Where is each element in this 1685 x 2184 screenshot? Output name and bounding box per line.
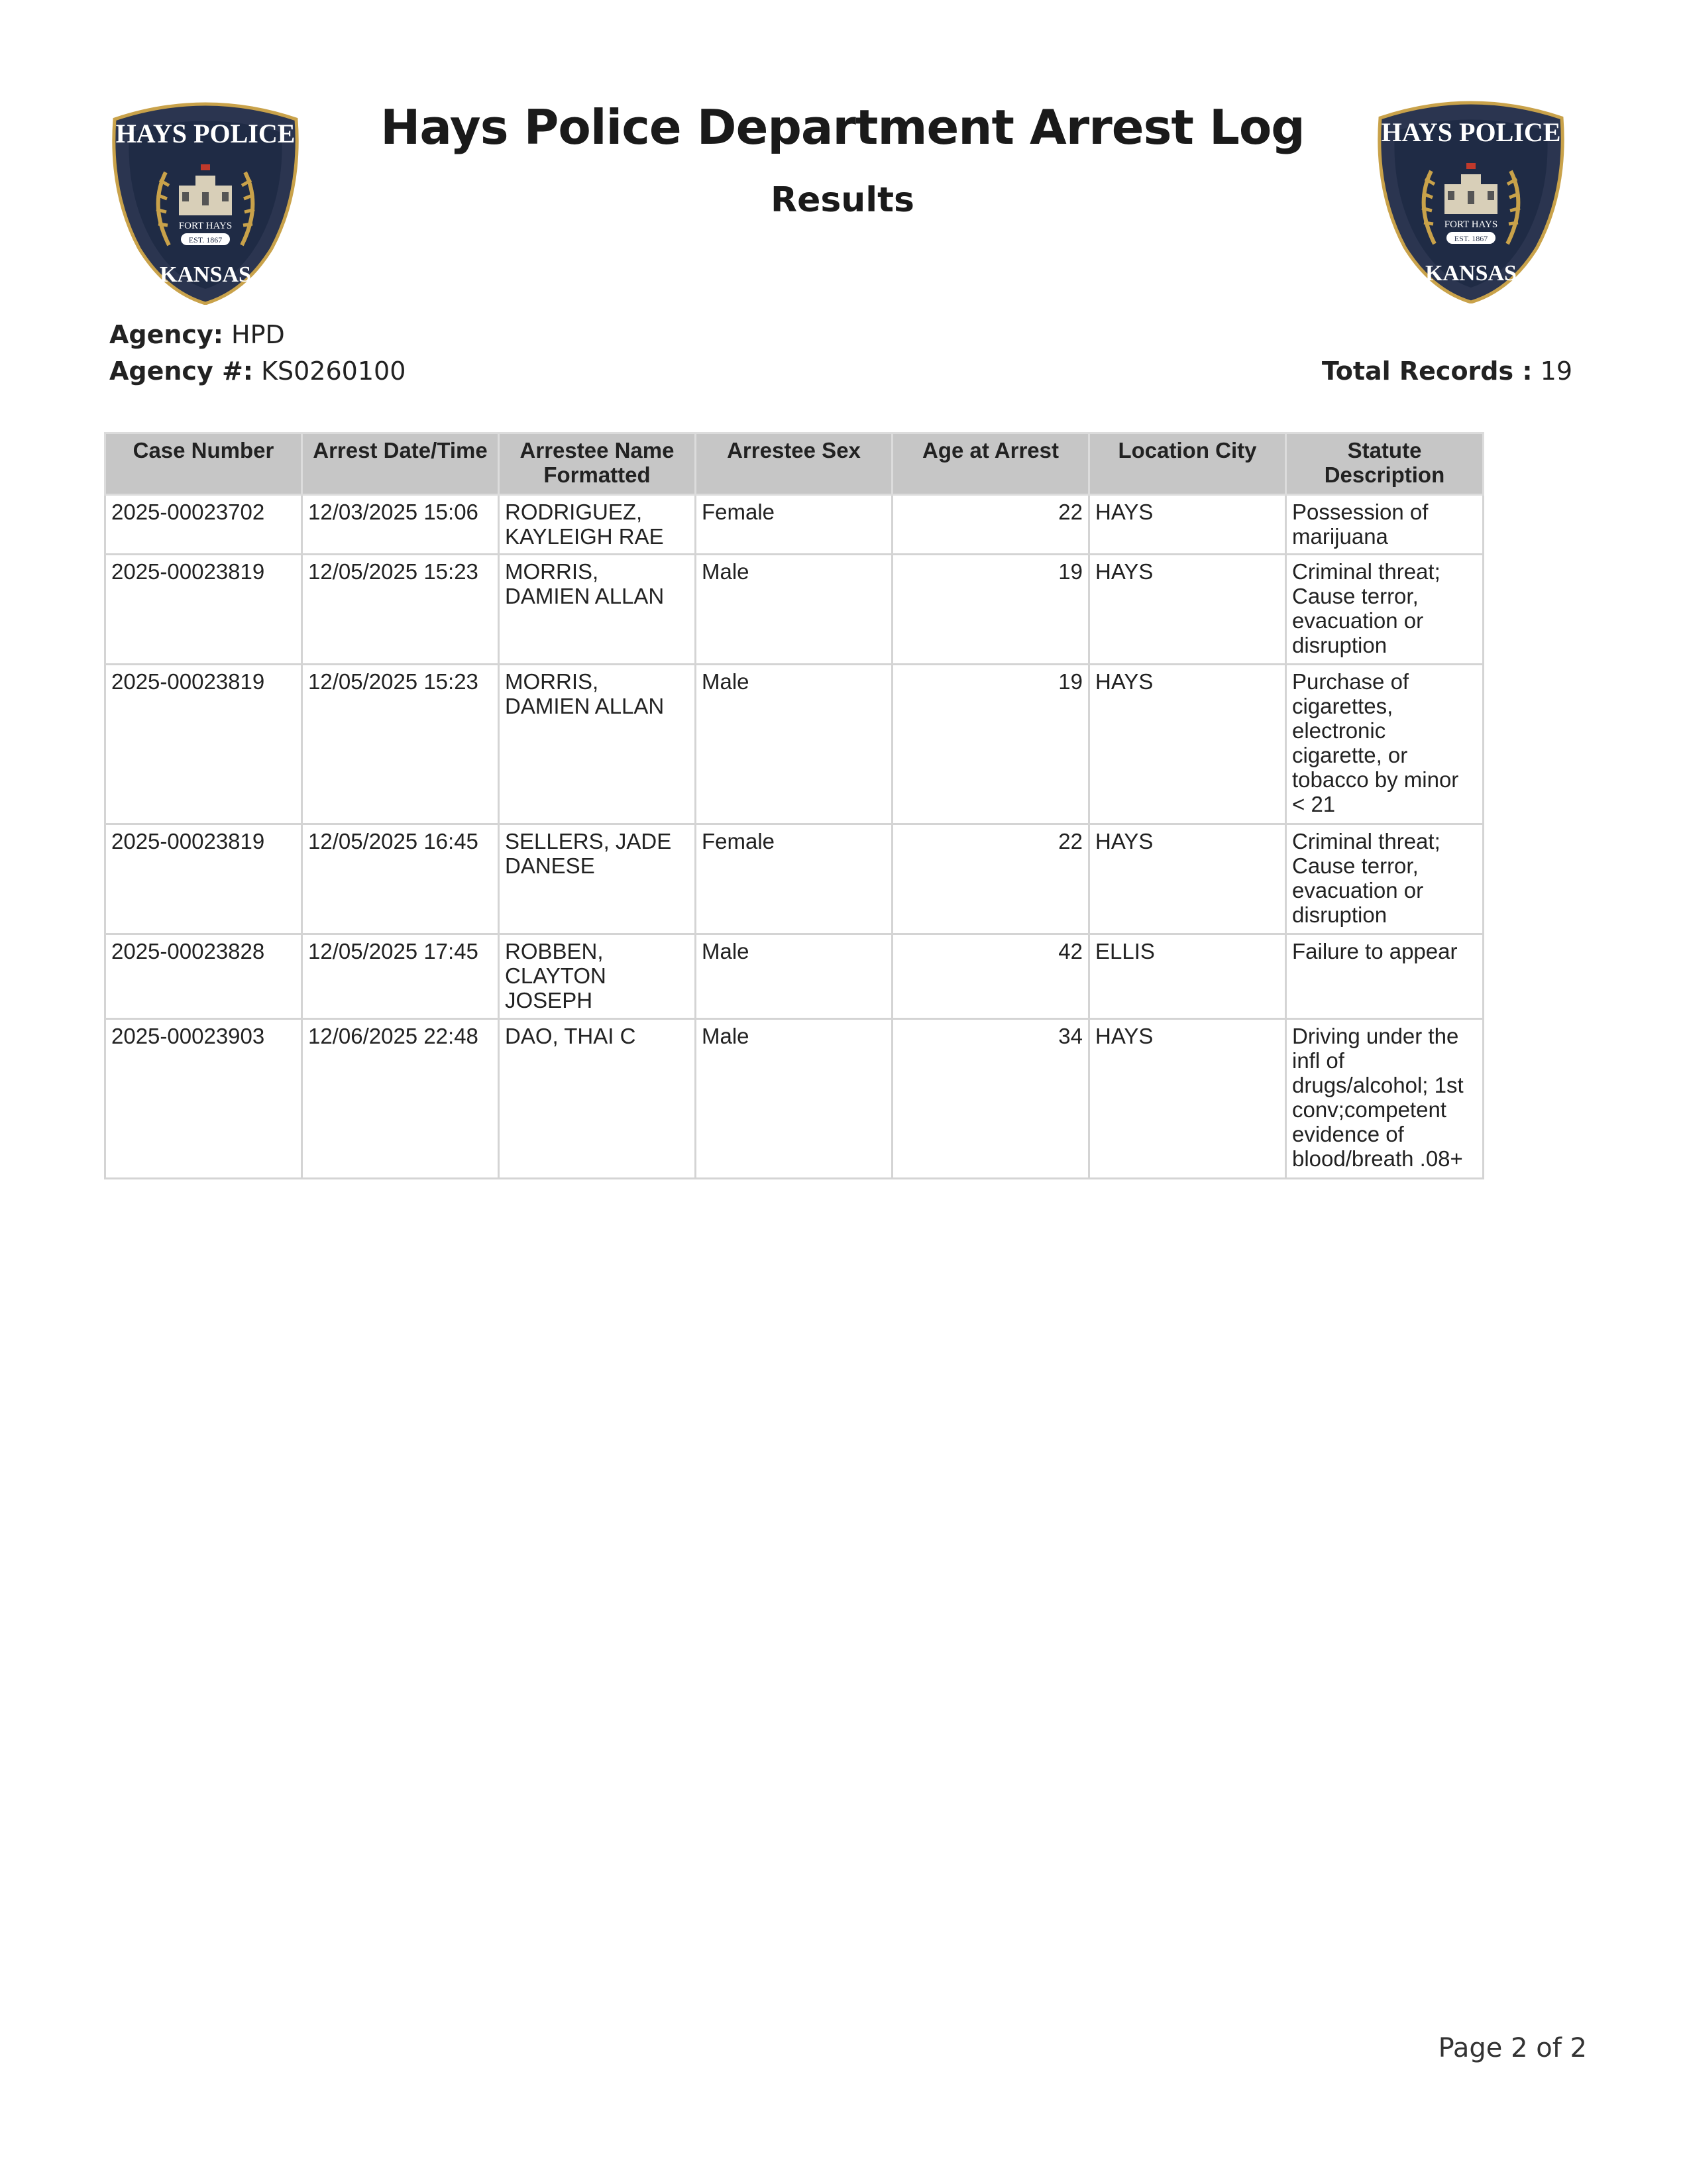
arrestee-name-cell: SELLERS, JADE DANESE (499, 824, 696, 934)
case-number-cell: 2025-00023819 (105, 665, 302, 824)
age-cell: 22 (893, 824, 1089, 934)
badge-bottom-text: KANSAS (160, 262, 251, 287)
location-city-cell: HAYS (1089, 555, 1286, 665)
statute-description-cell: Criminal threat; Cause terror, evacuation or disruption (1286, 824, 1484, 934)
arrest-datetime-cell: 12/05/2025 15:23 (302, 665, 499, 824)
arrestee-name-cell: RODRIGUEZ, KAYLEIGH RAE (499, 495, 696, 555)
agency-number-line (109, 356, 406, 386)
table-row (105, 555, 1484, 665)
age-cell: 42 (893, 934, 1089, 1019)
location-city-cell: HAYS (1089, 665, 1286, 824)
page-title: Hays Police Department Arrest Log (380, 99, 1305, 155)
badge-est-text: EST. 1867 (1454, 234, 1488, 243)
arrestee-sex-cell: Male (696, 1019, 893, 1179)
header-age-at-arrest: Age at Arrest (893, 433, 1089, 495)
statute-description-cell: Possession of marijuana (1286, 495, 1484, 555)
case-number-cell: 2025-00023903 (105, 1019, 302, 1179)
agency-number-value: KS0260100 (261, 356, 406, 386)
agency-line (109, 320, 285, 349)
arrestee-name-cell: MORRIS, DAMIEN ALLAN (499, 665, 696, 824)
arrestee-sex-cell: Male (696, 665, 893, 824)
statute-description-cell: Criminal threat; Cause terror, evacuation or disruption (1286, 555, 1484, 665)
statute-description-cell: Failure to appear (1286, 934, 1484, 1019)
header-arrest-datetime: Arrest Date/Time (302, 433, 499, 495)
agency-label: Agency: (109, 320, 223, 349)
page-number: Page 2 of 2 (1438, 2033, 1587, 2063)
agency-number-label: Agency #: (109, 356, 253, 386)
arrestee-sex-cell: Male (696, 934, 893, 1019)
age-cell: 34 (893, 1019, 1089, 1179)
badge-middle-text: FORT HAYS (1444, 219, 1498, 230)
header-location-city: Location City (1089, 433, 1286, 495)
statute-description-cell: Driving under the infl of drugs/alcohol; 1st conv;competent evidence of blood/breath .08+ (1286, 1019, 1484, 1179)
badge-bottom-text: KANSAS (1425, 261, 1517, 286)
statute-description-cell: Purchase of cigarettes, electronic cigarette, or tobacco by minor < 21 (1286, 665, 1484, 824)
arrest-datetime-cell: 12/03/2025 15:06 (302, 495, 499, 555)
table-row (105, 824, 1484, 934)
age-cell: 19 (893, 665, 1089, 824)
agency-value: HPD (231, 320, 285, 349)
arrest-datetime-cell: 12/05/2025 17:45 (302, 934, 499, 1019)
table-row (105, 665, 1484, 824)
arrestee-sex-cell: Female (696, 495, 893, 555)
age-cell: 22 (893, 495, 1089, 555)
badge-top-text: HAYS POLICE (115, 119, 296, 148)
arrestee-sex-cell: Female (696, 824, 893, 934)
total-records-label: Total Records : (1321, 356, 1533, 386)
arrestee-name-cell: DAO, THAI C (499, 1019, 696, 1179)
arrest-datetime-cell: 12/05/2025 16:45 (302, 824, 499, 934)
location-city-cell: HAYS (1089, 824, 1286, 934)
badge-est-text: EST. 1867 (188, 235, 223, 245)
total-records (1322, 356, 1572, 386)
table-header-row (105, 433, 1484, 495)
location-city-cell: HAYS (1089, 1019, 1286, 1179)
location-city-cell: HAYS (1089, 495, 1286, 555)
table-row (105, 1019, 1484, 1179)
header-arrestee-name: Arrestee Name Formatted (499, 433, 696, 495)
arrest-datetime-cell: 12/05/2025 15:23 (302, 555, 499, 665)
total-records-value: 19 (1540, 356, 1572, 386)
case-number-cell: 2025-00023819 (105, 824, 302, 934)
table-row (105, 934, 1484, 1019)
arrest-datetime-cell: 12/06/2025 22:48 (302, 1019, 499, 1179)
arrestee-name-cell: ROBBEN, CLAYTON JOSEPH (499, 934, 696, 1019)
page-subtitle: Results (771, 180, 914, 220)
arrestee-sex-cell: Male (696, 555, 893, 665)
badge-top-text: HAYS POLICE (1381, 117, 1561, 147)
case-number-cell: 2025-00023702 (105, 495, 302, 555)
badge-middle-text: FORT HAYS (178, 221, 233, 231)
arrestee-name-cell: MORRIS, DAMIEN ALLAN (499, 555, 696, 665)
case-number-cell: 2025-00023819 (105, 555, 302, 665)
arrest-log-table (104, 432, 1484, 1179)
location-city-cell: ELLIS (1089, 934, 1286, 1019)
table-row (105, 495, 1484, 555)
case-number-cell: 2025-00023828 (105, 934, 302, 1019)
header-arrestee-sex: Arrestee Sex (696, 433, 893, 495)
header-statute-description: Statute Description (1286, 433, 1484, 495)
header-case-number: Case Number (105, 433, 302, 495)
age-cell: 19 (893, 555, 1089, 665)
